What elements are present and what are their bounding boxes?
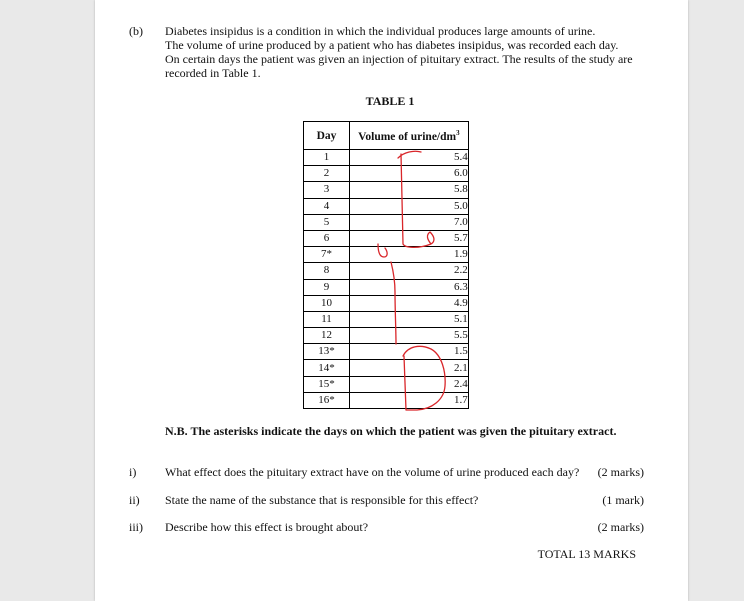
question-text: Describe how this effect is brought about? <box>165 520 369 534</box>
volume-cell: 5.8 <box>350 182 469 198</box>
table-row <box>304 344 469 360</box>
day-cell: 6 <box>304 230 350 246</box>
day-cell: 1 <box>304 150 350 166</box>
volume-cell: 5.5 <box>350 328 469 344</box>
column-header-volume <box>350 122 469 150</box>
volume-cell: 2.4 <box>350 376 469 392</box>
volume-cell: 4.9 <box>350 295 469 311</box>
data-table <box>303 121 469 409</box>
question-text: State the name of the substance that is responsible for this effect? <box>165 493 479 507</box>
day-cell: 3 <box>304 182 350 198</box>
note: N.B. The asterisks indicate the days on which the patient was given the pituitary extract. <box>165 424 617 438</box>
day-cell: 13* <box>304 344 350 360</box>
table-header-row <box>304 122 469 150</box>
day-cell: 4 <box>304 198 350 214</box>
table-row <box>304 311 469 327</box>
table-row <box>304 263 469 279</box>
table-row <box>304 182 469 198</box>
table-row <box>304 376 469 392</box>
question-text: What effect does the pituitary extract have on the volume of urine produced each day? <box>165 465 580 479</box>
volume-cell: 2.2 <box>350 263 469 279</box>
intro-line: On certain days the patient was given an injection of pituitary extract. The results of the study are <box>165 52 633 66</box>
volume-cell: 1.5 <box>350 344 469 360</box>
day-cell: 2 <box>304 166 350 182</box>
table-row <box>304 150 469 166</box>
volume-cell: 7.0 <box>350 214 469 230</box>
question-marks: (2 marks) <box>597 465 644 479</box>
column-header-day: Day <box>304 122 350 150</box>
question-number: ii) <box>129 493 140 507</box>
volume-cell: 6.0 <box>350 166 469 182</box>
day-cell: 16* <box>304 392 350 408</box>
question-number: iii) <box>129 520 143 534</box>
volume-cell: 2.1 <box>350 360 469 376</box>
day-cell: 12 <box>304 328 350 344</box>
day-cell: 5 <box>304 214 350 230</box>
table-row <box>304 230 469 246</box>
table-row <box>304 360 469 376</box>
table-row <box>304 328 469 344</box>
question-marks: (1 mark) <box>602 493 644 507</box>
intro-line: recorded in Table 1. <box>165 66 261 80</box>
table-row <box>304 166 469 182</box>
column-header-volume-text: Volume of urine/dm <box>358 130 457 143</box>
volume-cell: 5.4 <box>350 150 469 166</box>
unit-exponent: 3 <box>456 128 460 137</box>
day-cell: 8 <box>304 263 350 279</box>
question-marks: (2 marks) <box>597 520 644 534</box>
volume-cell: 1.7 <box>350 392 469 408</box>
total-marks: TOTAL 13 MARKS <box>537 547 636 561</box>
table-row <box>304 247 469 263</box>
volume-cell: 5.0 <box>350 198 469 214</box>
day-cell: 11 <box>304 311 350 327</box>
volume-cell: 5.7 <box>350 230 469 246</box>
question-number: i) <box>129 465 137 479</box>
intro-line: The volume of urine produced by a patient who has diabetes insipidus, was recorded each day. <box>165 38 619 52</box>
table-row <box>304 279 469 295</box>
day-cell: 14* <box>304 360 350 376</box>
volume-cell: 5.1 <box>350 311 469 327</box>
table-row <box>304 392 469 408</box>
table-row <box>304 214 469 230</box>
table-title: TABLE 1 <box>365 94 415 108</box>
day-cell: 10 <box>304 295 350 311</box>
day-cell: 9 <box>304 279 350 295</box>
volume-cell: 1.9 <box>350 247 469 263</box>
table-row <box>304 198 469 214</box>
table-row <box>304 295 469 311</box>
intro-line: Diabetes insipidus is a condition in which the individual produces large amounts of urine. <box>165 24 596 38</box>
day-cell: 15* <box>304 376 350 392</box>
intro-paragraph <box>165 24 665 80</box>
section-label: (b) <box>129 24 143 38</box>
volume-cell: 6.3 <box>350 279 469 295</box>
day-cell: 7* <box>304 247 350 263</box>
